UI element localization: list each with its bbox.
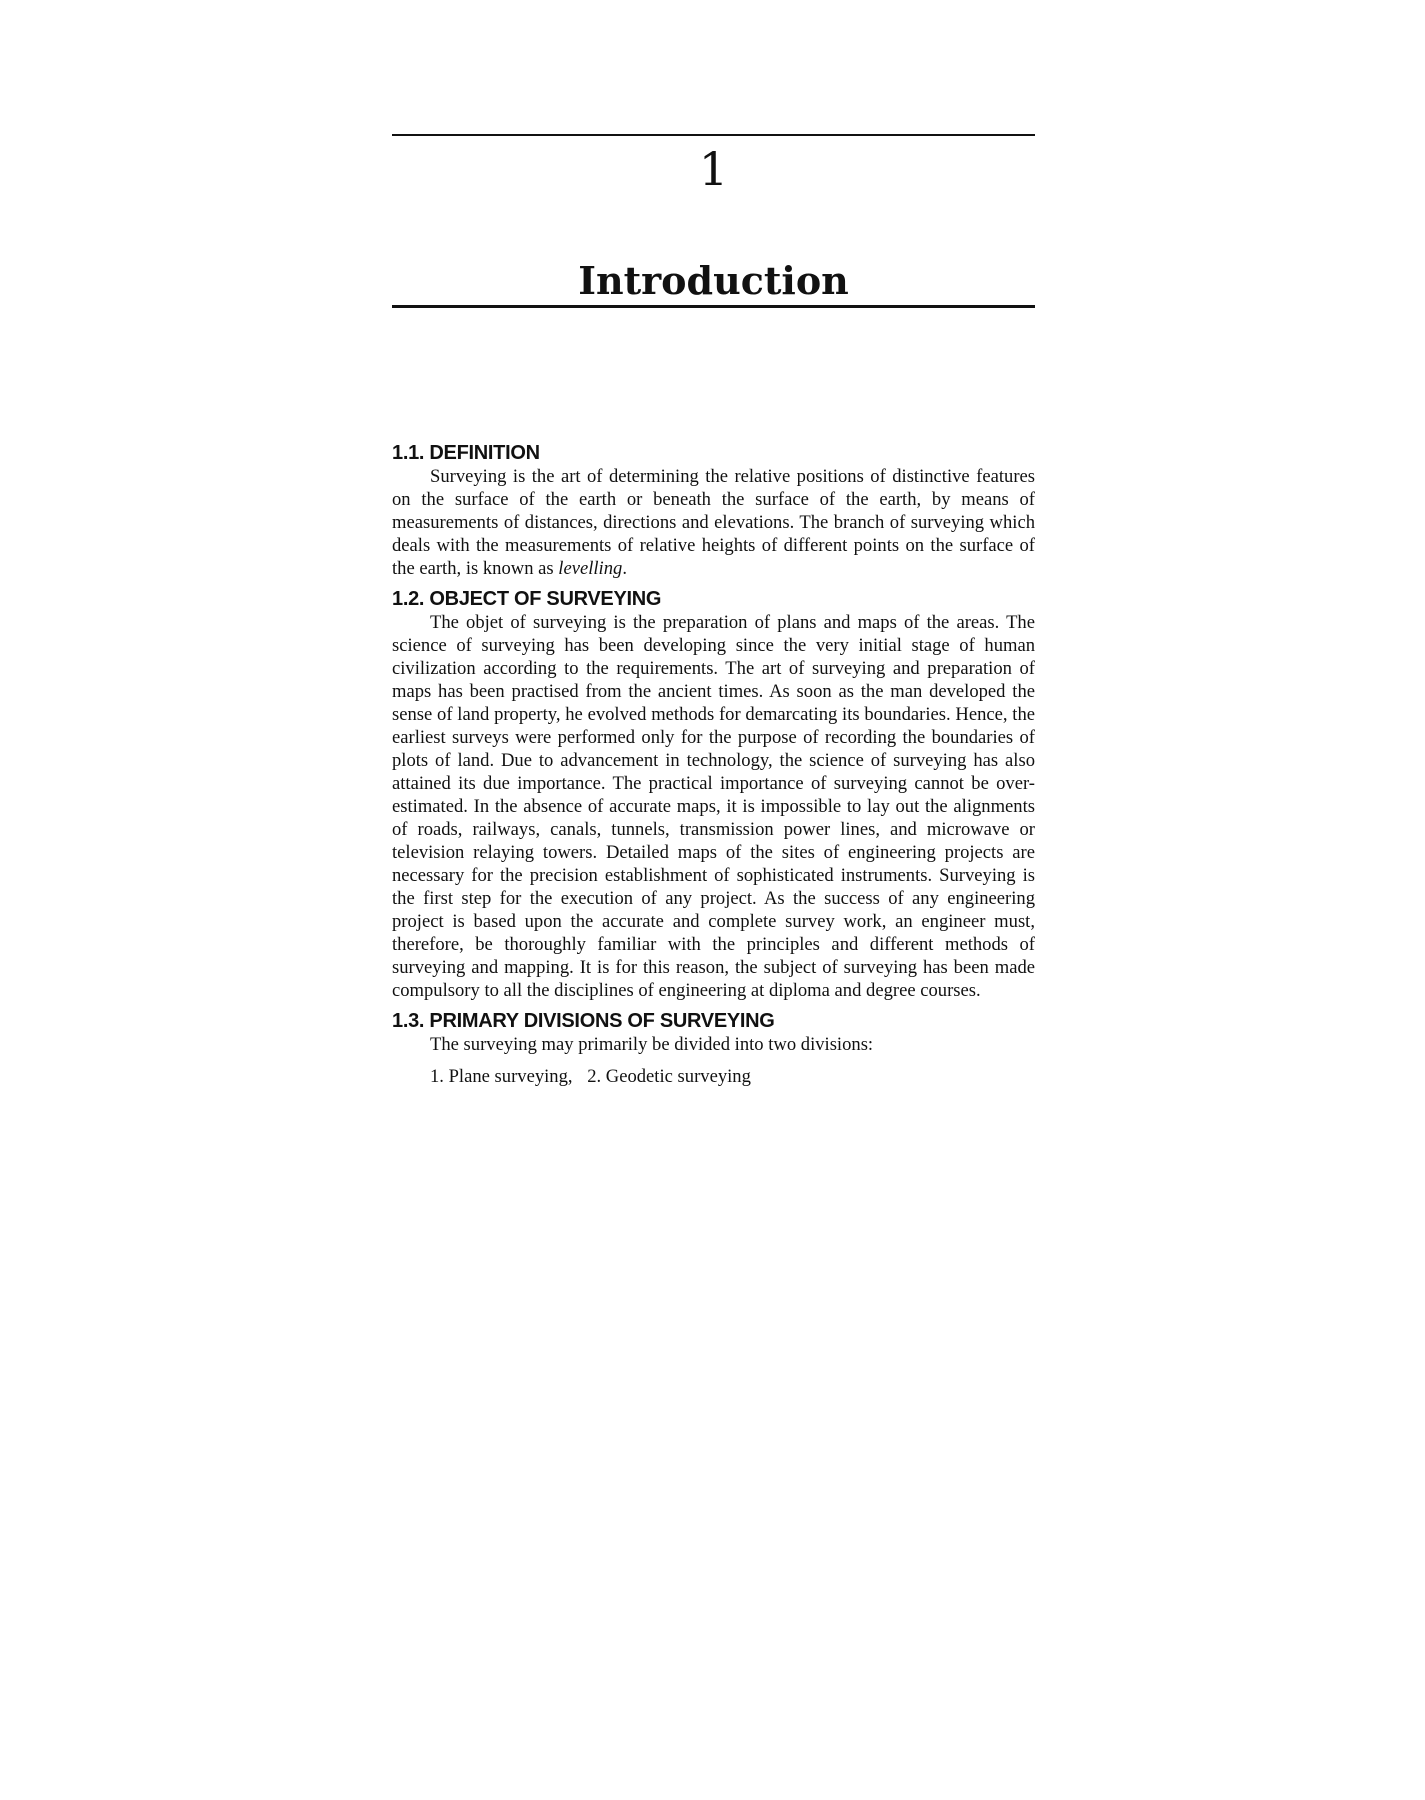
section-heading: 1.2. OBJECT OF SURVEYING xyxy=(392,588,662,610)
italic-term: levelling xyxy=(558,558,623,579)
section-definition xyxy=(392,442,1035,580)
chapter-content xyxy=(392,442,1035,1088)
chapter-bottom-rule xyxy=(392,305,1035,308)
section-heading: 1.1. DEFINITION xyxy=(392,442,540,464)
section-paragraph xyxy=(392,465,1035,580)
chapter-title: Introduction xyxy=(578,258,849,303)
paragraph-text: Surveying is the art of determining the relative positions of distinctive features on the surface of the earth or beneath the surface of the earth, by means of measurements of distances, directions and elevations. The branch of surveying which deals with the measurements of relative heights of different points on the surface of the earth, is known as xyxy=(392,466,1035,579)
list-item: 1. Plane surveying, xyxy=(430,1066,573,1087)
section-heading: 1.3. PRIMARY DIVISIONS OF SURVEYING xyxy=(392,1010,775,1032)
paragraph-text: . xyxy=(622,558,627,579)
chapter-top-rule xyxy=(392,134,1035,136)
section-paragraph: The surveying may primarily be divided into two divisions: xyxy=(430,1034,874,1055)
divisions-list xyxy=(430,1065,1035,1088)
section-primary-divisions xyxy=(392,1010,1035,1088)
section-object xyxy=(392,588,1035,1002)
list-item: 2. Geodetic surveying xyxy=(587,1066,751,1087)
section-paragraph: The objet of surveying is the preparation of plans and maps of the areas. The science of surveying has been developing since the very initial stage of human civilization according to the requirements. The art of surveying and preparation of maps has been practised from the ancient times. As soon as the man developed the sense of land property, he evolved methods for demarcating its boundaries. Hence, the earliest surveys were performed only for the purpose of recording the boundaries of plots of land. Due to advancement in technology, the science of surveying has also attained its due importance. The practical importance of surveying cannot be over-estimated. In the absence of accurate maps, it is impossible to lay out the alignments of roads, railways, canals, tunnels, transmission power lines, and microwave or television relaying towers. Detailed maps of the sites of engineering projects are necessary for the precision establishment of sophisticated instruments. Surveying is the first step for the execution of any project. As the success of any engineering project is based upon the accurate and complete survey work, an engineer must, therefore, be thoroughly familiar with the principles and different methods of surveying and mapping. It is for this reason, the subject of surveying has been made compulsory to all the disciplines of engineering at diploma and degree courses. xyxy=(392,612,1035,1001)
page-column xyxy=(392,134,1035,1087)
chapter-number: 1 xyxy=(698,142,729,196)
